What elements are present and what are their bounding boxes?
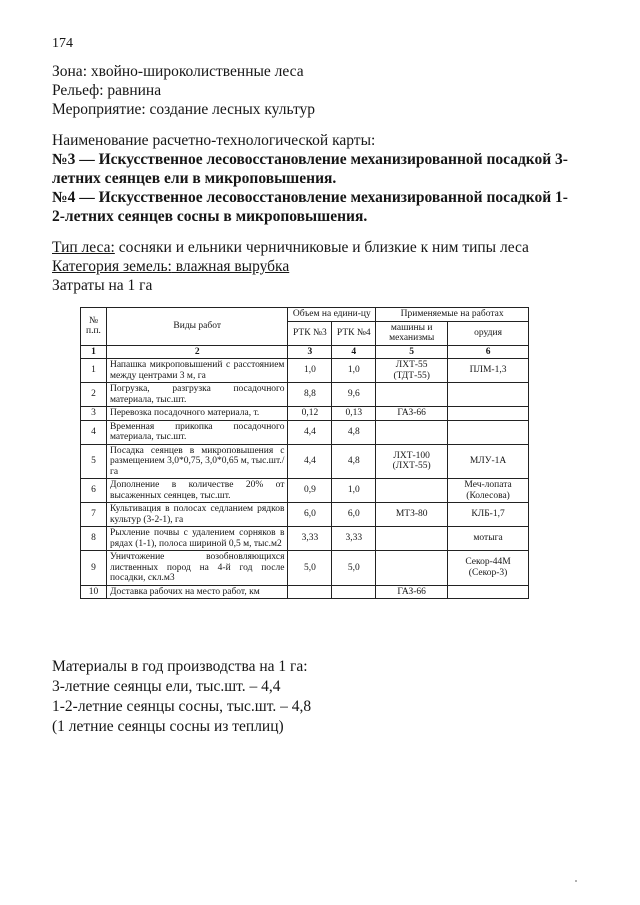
cell-rtk3 <box>288 585 332 599</box>
cell-num: 8 <box>81 527 107 551</box>
cell-tools: МЛУ-1А <box>448 444 529 479</box>
cell-machines <box>376 551 448 586</box>
materials-spruce: 3-летние сеянцы ели, тыс.шт. – 4,4 <box>52 678 281 695</box>
cell-work: Погрузка, разгрузка посадочного материала, тыс.шт. <box>106 383 287 407</box>
column-number-row <box>81 345 529 359</box>
cell-work: Временная прикопка посадочного материала, тыс.шт. <box>106 420 287 444</box>
header-applied: Применяемые на работах <box>376 308 529 322</box>
cell-rtk4: 1,0 <box>332 359 376 383</box>
cell-num: 9 <box>81 551 107 586</box>
cell-rtk3: 0,9 <box>288 479 332 503</box>
table-row <box>81 407 529 421</box>
cell-rtk4: 4,8 <box>332 444 376 479</box>
cell-tools: мотыга <box>448 527 529 551</box>
forest-type-value: сосняки и ельники черничниковые и близкие к ним типы леса <box>114 239 529 256</box>
cell-tools <box>448 407 529 421</box>
cell-rtk3: 1,0 <box>288 359 332 383</box>
cell-num: 6 <box>81 479 107 503</box>
cell-rtk4: 5,0 <box>332 551 376 586</box>
costs-caption: Затраты на 1 га <box>52 277 153 294</box>
meta-activity: Мероприятие: создание лесных культур <box>52 101 316 118</box>
meta-relief: Рельеф: равнина <box>52 82 162 99</box>
colnum-cell: 3 <box>288 345 332 359</box>
cell-rtk3: 4,4 <box>288 444 332 479</box>
colnum-cell: 1 <box>81 345 107 359</box>
land-category-value: влажная вырубка <box>171 258 290 275</box>
cell-machines <box>376 420 448 444</box>
cell-work: Дополнение в количестве 20% от высаженных сеянцев, тыс.шт. <box>106 479 287 503</box>
colnum-cell: 6 <box>448 345 529 359</box>
cell-num: 3 <box>81 407 107 421</box>
cell-machines: ГАЗ-66 <box>376 585 448 599</box>
cell-machines <box>376 383 448 407</box>
cell-num: 5 <box>81 444 107 479</box>
cell-machines <box>376 479 448 503</box>
cell-tools <box>448 420 529 444</box>
header-rtk3: РТК №3 <box>288 321 332 345</box>
table-row <box>81 585 529 599</box>
cell-rtk3: 4,4 <box>288 420 332 444</box>
cell-tools: Меч-лопата (Колесова) <box>448 479 529 503</box>
cell-rtk3: 8,8 <box>288 383 332 407</box>
cell-rtk3: 5,0 <box>288 551 332 586</box>
header-num: № п.п. <box>81 308 107 346</box>
table-row <box>81 359 529 383</box>
materials-note: (1 летние сеянцы сосны из теплиц) <box>52 718 284 735</box>
carta-heading: Наименование расчетно-технологической карты: <box>52 132 376 149</box>
carta-item-3: №3 — Искусственное лесовосстановление механизированной посадкой 3-летних сеянцев ели в микроповышения. <box>52 151 568 187</box>
materials-pine: 1-2-летние сеянцы сосны, тыс.шт. – 4,8 <box>52 698 312 715</box>
cell-work: Перевозка посадочного материала, т. <box>106 407 287 421</box>
carta-block <box>52 131 572 226</box>
cell-rtk3: 3,33 <box>288 527 332 551</box>
forest-block <box>52 238 572 295</box>
scan-speck <box>575 880 577 882</box>
cell-rtk4: 0,13 <box>332 407 376 421</box>
materials-heading: Материалы в год производства на 1 га: <box>52 658 308 675</box>
cell-rtk4: 9,6 <box>332 383 376 407</box>
cell-work: Уничтожение возобновляющихся лиственных пород на 4-й год после посадки, скл.м3 <box>106 551 287 586</box>
cell-rtk3: 0,12 <box>288 407 332 421</box>
meta-block <box>52 62 572 119</box>
cell-rtk4: 4,8 <box>332 420 376 444</box>
table-row <box>81 479 529 503</box>
cell-tools: КЛБ-1,7 <box>448 503 529 527</box>
cell-work: Доставка рабочих на место работ, км <box>106 585 287 599</box>
works-table <box>80 307 529 599</box>
colnum-cell: 4 <box>332 345 376 359</box>
header-rtk4: РТК №4 <box>332 321 376 345</box>
forest-type <box>52 238 572 257</box>
header-volume: Объем на едини-цу <box>288 308 376 322</box>
cell-tools <box>448 585 529 599</box>
cell-tools: Секор-44М (Секор-3) <box>448 551 529 586</box>
table-row <box>81 527 529 551</box>
land-category-label: Категория земель: <box>52 258 172 275</box>
table-row <box>81 383 529 407</box>
land-category <box>52 257 572 276</box>
cell-rtk4: 1,0 <box>332 479 376 503</box>
cell-tools: ПЛМ-1,3 <box>448 359 529 383</box>
header-work: Виды работ <box>106 308 287 346</box>
cell-rtk4: 6,0 <box>332 503 376 527</box>
cell-work: Рыхление почвы с удалением сорняков в рядах (1-1), полоса шириной 0,5 м, тыс.м2 <box>106 527 287 551</box>
table-row <box>81 444 529 479</box>
cell-tools <box>448 383 529 407</box>
forest-type-label: Тип леса: <box>52 239 115 256</box>
cell-machines: ЛХТ-55 (ТДТ-55) <box>376 359 448 383</box>
cell-machines: ГАЗ-66 <box>376 407 448 421</box>
cell-machines <box>376 527 448 551</box>
cell-work: Напашка микроповышений с расстоянием между центрами 3 м, га <box>106 359 287 383</box>
colnum-cell: 5 <box>376 345 448 359</box>
cell-num: 4 <box>81 420 107 444</box>
colnum-cell: 2 <box>106 345 287 359</box>
meta-zone: Зона: хвойно-широколиственные леса <box>52 63 304 80</box>
materials-block <box>52 657 572 737</box>
works-body <box>81 359 529 599</box>
cell-work: Культивация в полосах седланием рядков культур (3-2-1), га <box>106 503 287 527</box>
table-row <box>81 420 529 444</box>
cell-num: 2 <box>81 383 107 407</box>
header-row-1 <box>81 308 529 322</box>
cell-num: 10 <box>81 585 107 599</box>
cell-num: 1 <box>81 359 107 383</box>
cell-machines: МТЗ-80 <box>376 503 448 527</box>
table-row <box>81 551 529 586</box>
cell-rtk4 <box>332 585 376 599</box>
cell-machines: ЛХТ-100 (ЛХТ-55) <box>376 444 448 479</box>
carta-item-4: №4 — Искусственное лесовосстановление механизированной посадкой 1-2-летних сеянцев сосны в микроповышения. <box>52 189 568 225</box>
cell-rtk3: 6,0 <box>288 503 332 527</box>
page-number: 174 <box>52 36 73 51</box>
cell-num: 7 <box>81 503 107 527</box>
header-machines: машины и механизмы <box>376 321 448 345</box>
header-tools: орудия <box>448 321 529 345</box>
cell-work: Посадка сеянцев в микроповышения с размещением 3,0*0,75, 3,0*0,65 м, тыс.шт./га <box>106 444 287 479</box>
table-row <box>81 503 529 527</box>
cell-rtk4: 3,33 <box>332 527 376 551</box>
